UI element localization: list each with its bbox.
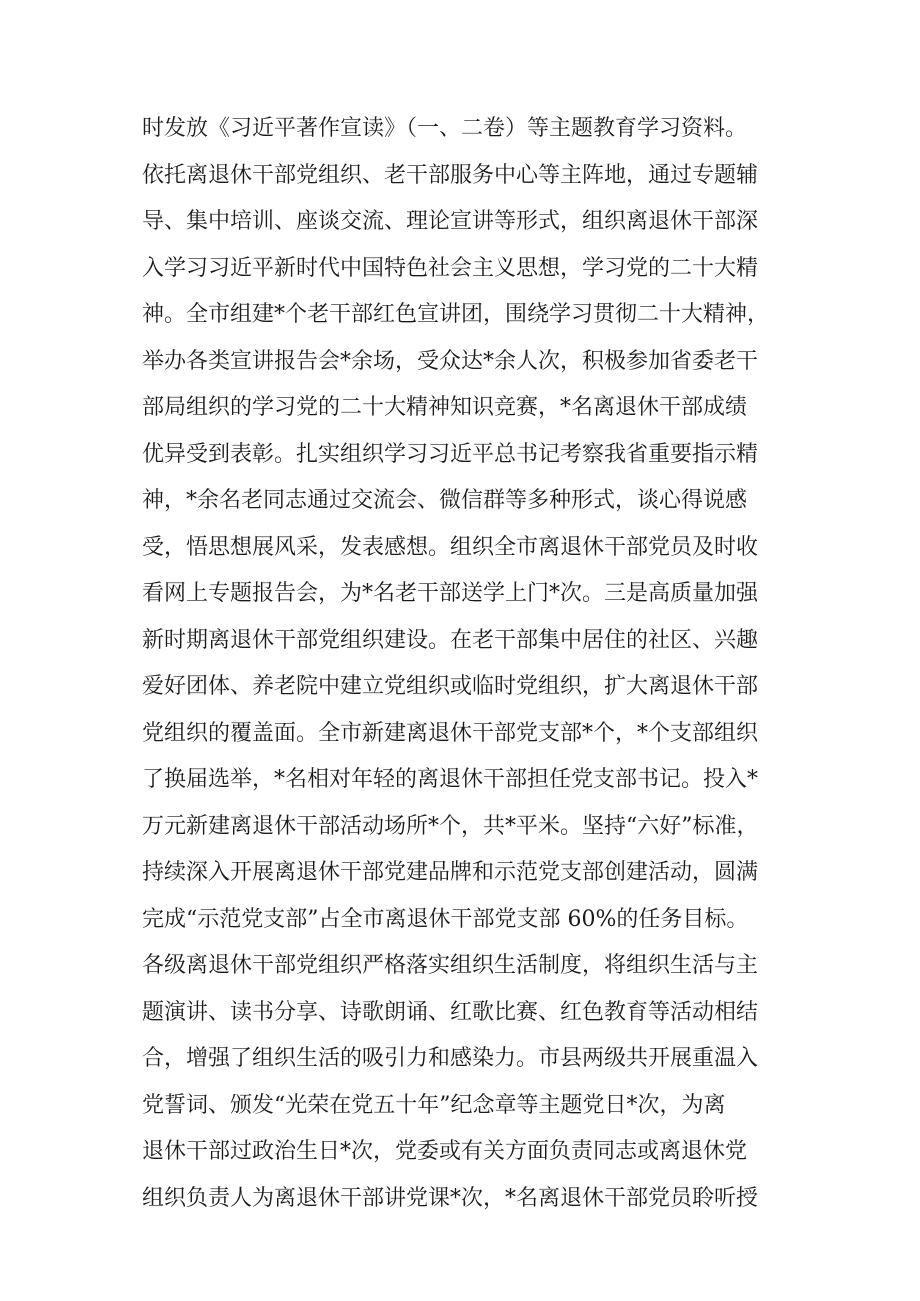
text-line: 依托离退休干部党组织、老干部服务中心等主阵地，通过专题辅 xyxy=(142,162,759,188)
text-line: 组织负责人为离退休干部讲党课*次，*名离退休干部党员聆听授 xyxy=(142,1185,759,1211)
body-paragraph xyxy=(142,106,812,1222)
text-line: 看网上专题报告会，为*名老干部送学上门*次。三是高质量加强 xyxy=(142,581,759,606)
text-line: 党组织的覆盖面。全市新建离退休干部党支部*个，*个支部组织 xyxy=(142,720,759,746)
text-line: 了换届选举，*名相对年轻的离退休干部担任党支部书记。投入* xyxy=(142,767,759,792)
text-line: 部局组织的学习党的二十大精神知识竞赛，*名离退休干部成绩 xyxy=(142,395,748,420)
text-line: 各级离退休干部党组织严格落实组织生活制度，将组织生活与主 xyxy=(142,953,759,978)
text-line: 持续深入开展离退休干部党建品牌和示范党支部创建活动，圆满 xyxy=(142,860,759,885)
text-line: 题演讲、读书分享、诗歌朗诵、红歌比赛、红色教育等活动相结 xyxy=(142,999,759,1025)
text-line: 举办各类宣讲报告会*余场，受众达*余人次，积极参加省委老干 xyxy=(142,348,759,374)
text-line: 受，悟思想展风采，发表感想。组织全市离退休干部党员及时收 xyxy=(142,534,759,560)
text-line: 合，增强了组织生活的吸引力和感染力。市县两级共开展重温入 xyxy=(142,1046,759,1071)
text-line: 神。全市组建*个老干部红色宣讲团，围绕学习贯彻二十大精神， xyxy=(142,302,770,327)
text-line: 时发放《习近平著作宣读》（一、二卷）等主题教育学习资料。 xyxy=(142,116,748,141)
text-line: 万元新建离退休干部活动场所*个，共*平米。坚持“六好”标准， xyxy=(142,813,759,839)
text-line: 优异受到表彰。扎实组织学习习近平总书记考察我省重要指示精 xyxy=(142,441,759,467)
text-line: 党誓词、颁发“光荣在党五十年”纪念章等主题党日*次，为离 xyxy=(142,1092,726,1118)
text-line: 新时期离退休干部党组织建设。在老干部集中居住的社区、兴趣 xyxy=(142,627,759,653)
text-line: 入学习习近平新时代中国特色社会主义思想，学习党的二十大精 xyxy=(142,255,759,281)
text-line: 完成“示范党支部”占全市离退休干部党支部 60%的任务目标。 xyxy=(142,906,749,932)
text-line: 导、集中培训、座谈交流、理论宣讲等形式，组织离退休干部深 xyxy=(142,209,759,234)
text-line: 爱好团体、养老院中建立党组织或临时党组织，扩大离退休干部 xyxy=(142,674,759,699)
text-line: 神，*余名老同志通过交流会、微信群等多种形式，谈心得说感 xyxy=(142,488,748,513)
text-line: 退休干部过政治生日*次，党委或有关方面负责同志或离退休党 xyxy=(142,1139,748,1164)
